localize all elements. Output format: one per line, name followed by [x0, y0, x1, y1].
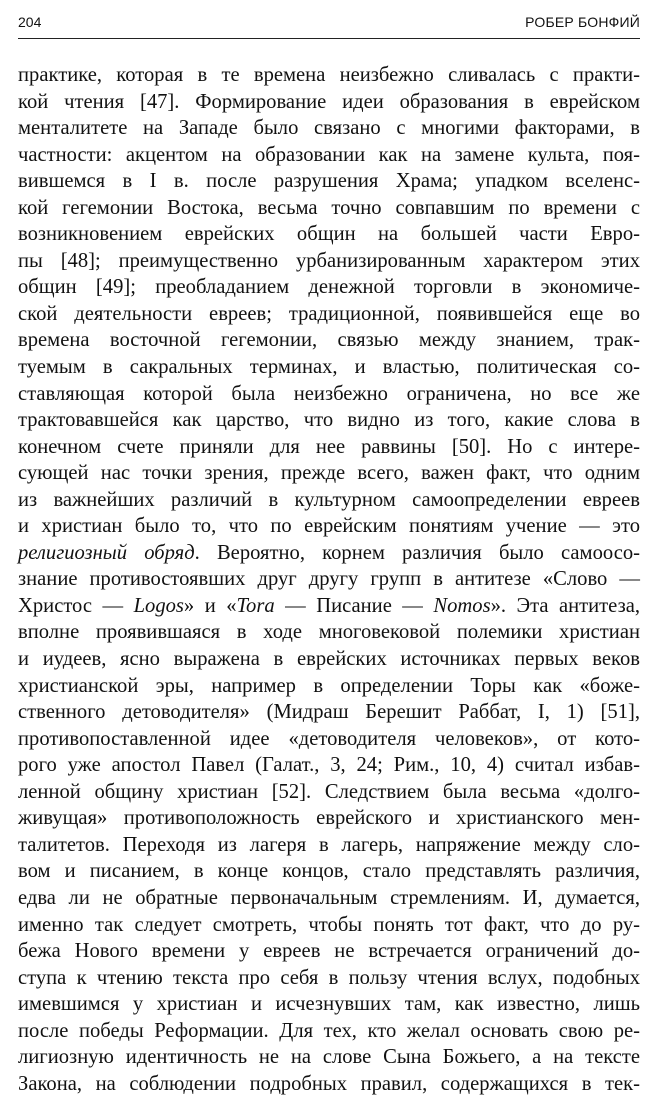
text-line [18, 646, 640, 673]
text-line [18, 912, 640, 939]
text-segment: менталитете на Западе было связано с многими факторами, в [18, 117, 640, 140]
text-segment: — Писание — [274, 594, 434, 617]
text-segment: бежа Нового времени у евреев не встречается ограничений до- [18, 940, 640, 963]
text-segment: ленной общину христиан [52]. Следствием была весьма «долго- [18, 780, 640, 803]
text-segment: талитетов. Переходя из лагеря в лагерь, напряжение между сло- [18, 833, 640, 856]
text-line [18, 248, 640, 275]
text-line [18, 991, 640, 1018]
text-line [18, 195, 640, 222]
text-line [18, 487, 640, 514]
book-page [18, 8, 640, 1095]
italic-text-segment: Nomos [433, 594, 491, 617]
text-segment: времена восточной гегемонии, связью между знанием, трак- [18, 329, 640, 352]
text-line [18, 699, 640, 726]
text-line [18, 832, 640, 859]
text-line [18, 62, 640, 89]
text-segment: конечном счете приняли для нее раввины [50]. Но с интере- [18, 435, 640, 458]
text-line [18, 407, 640, 434]
text-segment: пы [48]; преимущественно урбанизированным характером этих [18, 249, 640, 272]
text-segment: имевшимся у христиан и исчезнувших там, как известно, лишь [18, 993, 640, 1016]
text-segment: Закона, на соблюдении подробных правил, содержащихся в тек- [18, 1072, 640, 1095]
header-rule [18, 38, 640, 39]
text-segment: сующей нас точки зрения, прежде всего, важен факт, что одним [18, 462, 640, 485]
text-segment: . Вероятно, корнем различия было самоосо- [194, 541, 640, 564]
running-header [18, 8, 640, 32]
text-segment: и иудеев, ясно выражена в еврейских источниках первых веков [18, 648, 640, 671]
italic-text-segment: Tora [236, 594, 275, 617]
italic-text-segment: религиозный обряд [18, 541, 195, 564]
text-segment: именно так следует смотреть, чтобы понять тот факт, что до ру- [18, 913, 640, 936]
italic-text-segment: Logos [133, 594, 184, 617]
text-segment: рого уже апостол Павел (Галат., 3, 24; Рим., 10, 4) считал избав- [18, 754, 640, 777]
text-segment: вом и писанием, в конце концов, стало представлять различия, [18, 860, 640, 883]
running-title: РОБЕР БОНФИЙ [525, 14, 640, 30]
text-line [18, 885, 640, 912]
text-segment: ственного детоводителя» (Мидраш Берешит Раббат, I, 1) [51], [18, 701, 640, 724]
text-segment: ставляющая которой была неизбежно ограничена, но все же [18, 382, 640, 405]
text-line [18, 593, 640, 620]
text-line [18, 1044, 640, 1071]
text-line [18, 1018, 640, 1045]
text-line [18, 274, 640, 301]
text-segment: ». Эта антитеза, [490, 594, 640, 617]
text-segment: вившемся в I в. после разрушения Храма; упадком вселенс- [18, 170, 640, 193]
text-segment: практике, которая в те времена неизбежно сливалась с практи- [18, 64, 640, 86]
text-segment: Христос — [18, 594, 134, 617]
text-segment: общин [49]; преобладанием денежной торговли в экономиче- [18, 276, 640, 299]
text-segment: возникновением еврейских общин на большей части Евро- [18, 223, 640, 246]
text-line [18, 221, 640, 248]
text-line [18, 858, 640, 885]
text-segment: ступа к чтению текста про себя в пользу чтения вслух, подобных [18, 966, 640, 989]
text-segment: частности: акцентом на образовании как на замене культа, поя- [18, 143, 640, 166]
text-segment: противопоставленной идее «детоводителя человеков», от кото- [18, 727, 640, 750]
text-line [18, 752, 640, 779]
text-line [18, 327, 640, 354]
text-segment: и христиан было то, что по еврейским понятиям учение — это [18, 515, 640, 538]
text-line [18, 301, 640, 328]
text-segment: из важнейших различий в культурном самоопределении евреев [18, 488, 640, 511]
text-line [18, 779, 640, 806]
text-segment: после победы Реформации. Для тех, кто желал основать свою ре- [18, 1019, 640, 1042]
text-line [18, 540, 640, 567]
text-line [18, 381, 640, 408]
text-line [18, 168, 640, 195]
text-line [18, 1071, 640, 1097]
text-segment: » и « [183, 594, 237, 617]
text-line [18, 965, 640, 992]
text-segment: знание противостоявших друг другу групп в антитезе «Слово — [18, 568, 640, 591]
text-line [18, 673, 640, 700]
text-segment: лигиозную идентичность не на слове Сына Божьего, а на тексте [18, 1046, 640, 1069]
text-segment: ской деятельности евреев; традиционной, появившейся еще во [18, 302, 640, 325]
text-segment: кой чтения [47]. Формирование идеи образования в еврейском [18, 90, 640, 113]
body-text [18, 62, 640, 1097]
text-line [18, 938, 640, 965]
text-segment: трактовавшейся как царство, что видно из того, какие слова в [18, 409, 640, 432]
text-line [18, 513, 640, 540]
text-line [18, 142, 640, 169]
page-number: 204 [18, 14, 42, 30]
text-line [18, 115, 640, 142]
text-segment: христианской эры, например в определении Торы как «боже- [18, 674, 640, 697]
text-segment: живущая» противоположность еврейского и христианского мен- [18, 807, 640, 830]
text-line [18, 89, 640, 116]
text-line [18, 460, 640, 487]
text-segment: едва ли не обратные первоначальным стремлениям. И, думается, [18, 886, 640, 909]
text-line [18, 566, 640, 593]
text-segment: вполне проявившаяся в ходе многовековой полемики христиан [18, 621, 640, 644]
text-line [18, 354, 640, 381]
text-segment: туемым в сакральных терминах, и властью, политическая со- [18, 356, 640, 379]
text-line [18, 805, 640, 832]
text-line [18, 434, 640, 461]
text-segment: кой гегемонии Востока, весьма точно совпавшим по времени с [18, 196, 640, 219]
text-line [18, 619, 640, 646]
text-line [18, 726, 640, 753]
